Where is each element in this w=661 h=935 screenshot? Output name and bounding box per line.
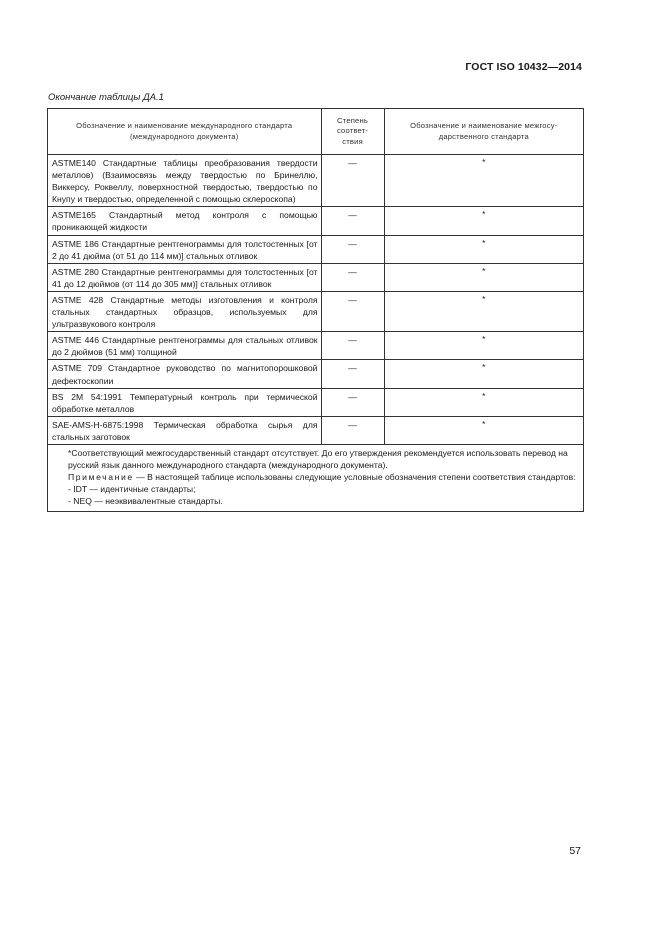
header-degree-of-conformity: Степень соответ-ствия (321, 109, 384, 155)
note-label: Примечание (68, 471, 134, 482)
international-standard-cell: ASTME 709 Стандартное руководство по магнитопорошковой дефектоскопии (48, 360, 322, 388)
international-standard-cell: BS 2M 54:1991 Температурный контроль при термической обработке металлов (48, 388, 322, 416)
legend-idt: - IDT — идентичные стандарты; (68, 483, 196, 494)
standards-table (47, 108, 584, 512)
degree-cell: — (321, 332, 384, 360)
table-row (48, 235, 584, 263)
international-standard-cell: ASTME165 Стандартный метод контроля с помощью проникающей жидкости (48, 207, 322, 235)
interstate-standard-cell: * (384, 263, 583, 291)
degree-cell: — (321, 416, 384, 444)
international-standard-cell: ASTME 280 Стандартные рентгенограммы для толстостенных [от 41 до 12 дюймов (от 114 до 305 мм)] стальных отливок (48, 263, 322, 291)
degree-cell: — (321, 235, 384, 263)
table-row (48, 360, 584, 388)
note-text: — В настоящей таблице использованы следующие условные обозначения степени соответствия стандартов: (133, 471, 576, 482)
international-standard-cell: ASTME 446 Стандартные рентгенограммы для стальных отливок до 2 дюймов (51 мм) толщиной (48, 332, 322, 360)
page-number: 57 (569, 845, 581, 857)
table-body (48, 155, 584, 512)
note (54, 471, 577, 483)
header-international-standard: Обозначение и наименование международного стандарта (международного документа) (48, 109, 322, 155)
interstate-standard-cell: * (384, 388, 583, 416)
interstate-standard-cell: * (384, 332, 583, 360)
interstate-standard-cell: * (384, 360, 583, 388)
international-standard-cell: ASTME140 Стандартные таблицы преобразования твердости металлов) (Взаимосвязь между твердостью по Бринеллю, Виккерсу, Роквеллу, поверхностной твердостью, твердостью по Кнупу и твердостью, определенной с помощью склероскопа) (48, 155, 322, 207)
degree-cell: — (321, 291, 384, 331)
international-standard-cell: ASTME 428 Стандартные методы изготовления и контроля стальных стандартных образцов, используемых для ультразвукового контроля (48, 291, 322, 331)
international-standard-cell: ASTME 186 Стандартные рентгенограммы для толстостенных [от 2 до 41 дюйма (от 51 до 114 мм)] стальных отливок (48, 235, 322, 263)
degree-cell: — (321, 360, 384, 388)
table-row (48, 388, 584, 416)
interstate-standard-cell: * (384, 416, 583, 444)
table-row (48, 207, 584, 235)
table-row (48, 155, 584, 207)
table-notes (48, 444, 584, 511)
degree-cell: — (321, 388, 384, 416)
footnote: *Соответствующий межгосударственный стандарт отсутствует. До его утверждения рекомендуется использовать перевод на русский язык данного международного стандарта (международного документа). (68, 447, 568, 470)
international-standard-cell: SAE-AMS-H-6875:1998 Термическая обработка сырья для стальных заготовок (48, 416, 322, 444)
header-interstate-standard: Обозначение и наименование межгосу-дарственного стандарта (384, 109, 583, 155)
interstate-standard-cell: * (384, 155, 583, 207)
table-row (48, 416, 584, 444)
table-notes-row (48, 444, 584, 511)
table-caption: Окончание таблицы ДА.1 (48, 92, 164, 103)
interstate-standard-cell: * (384, 207, 583, 235)
table-row (48, 332, 584, 360)
degree-cell: — (321, 207, 384, 235)
standard-designation: ГОСТ ISO 10432—2014 (465, 61, 582, 73)
degree-cell: — (321, 155, 384, 207)
table-row (48, 291, 584, 331)
table-row (48, 263, 584, 291)
legend-neq: - NEQ — неэквивалентные стандарты. (68, 495, 223, 506)
table-header-row (48, 109, 584, 155)
interstate-standard-cell: * (384, 291, 583, 331)
degree-cell: — (321, 263, 384, 291)
interstate-standard-cell: * (384, 235, 583, 263)
